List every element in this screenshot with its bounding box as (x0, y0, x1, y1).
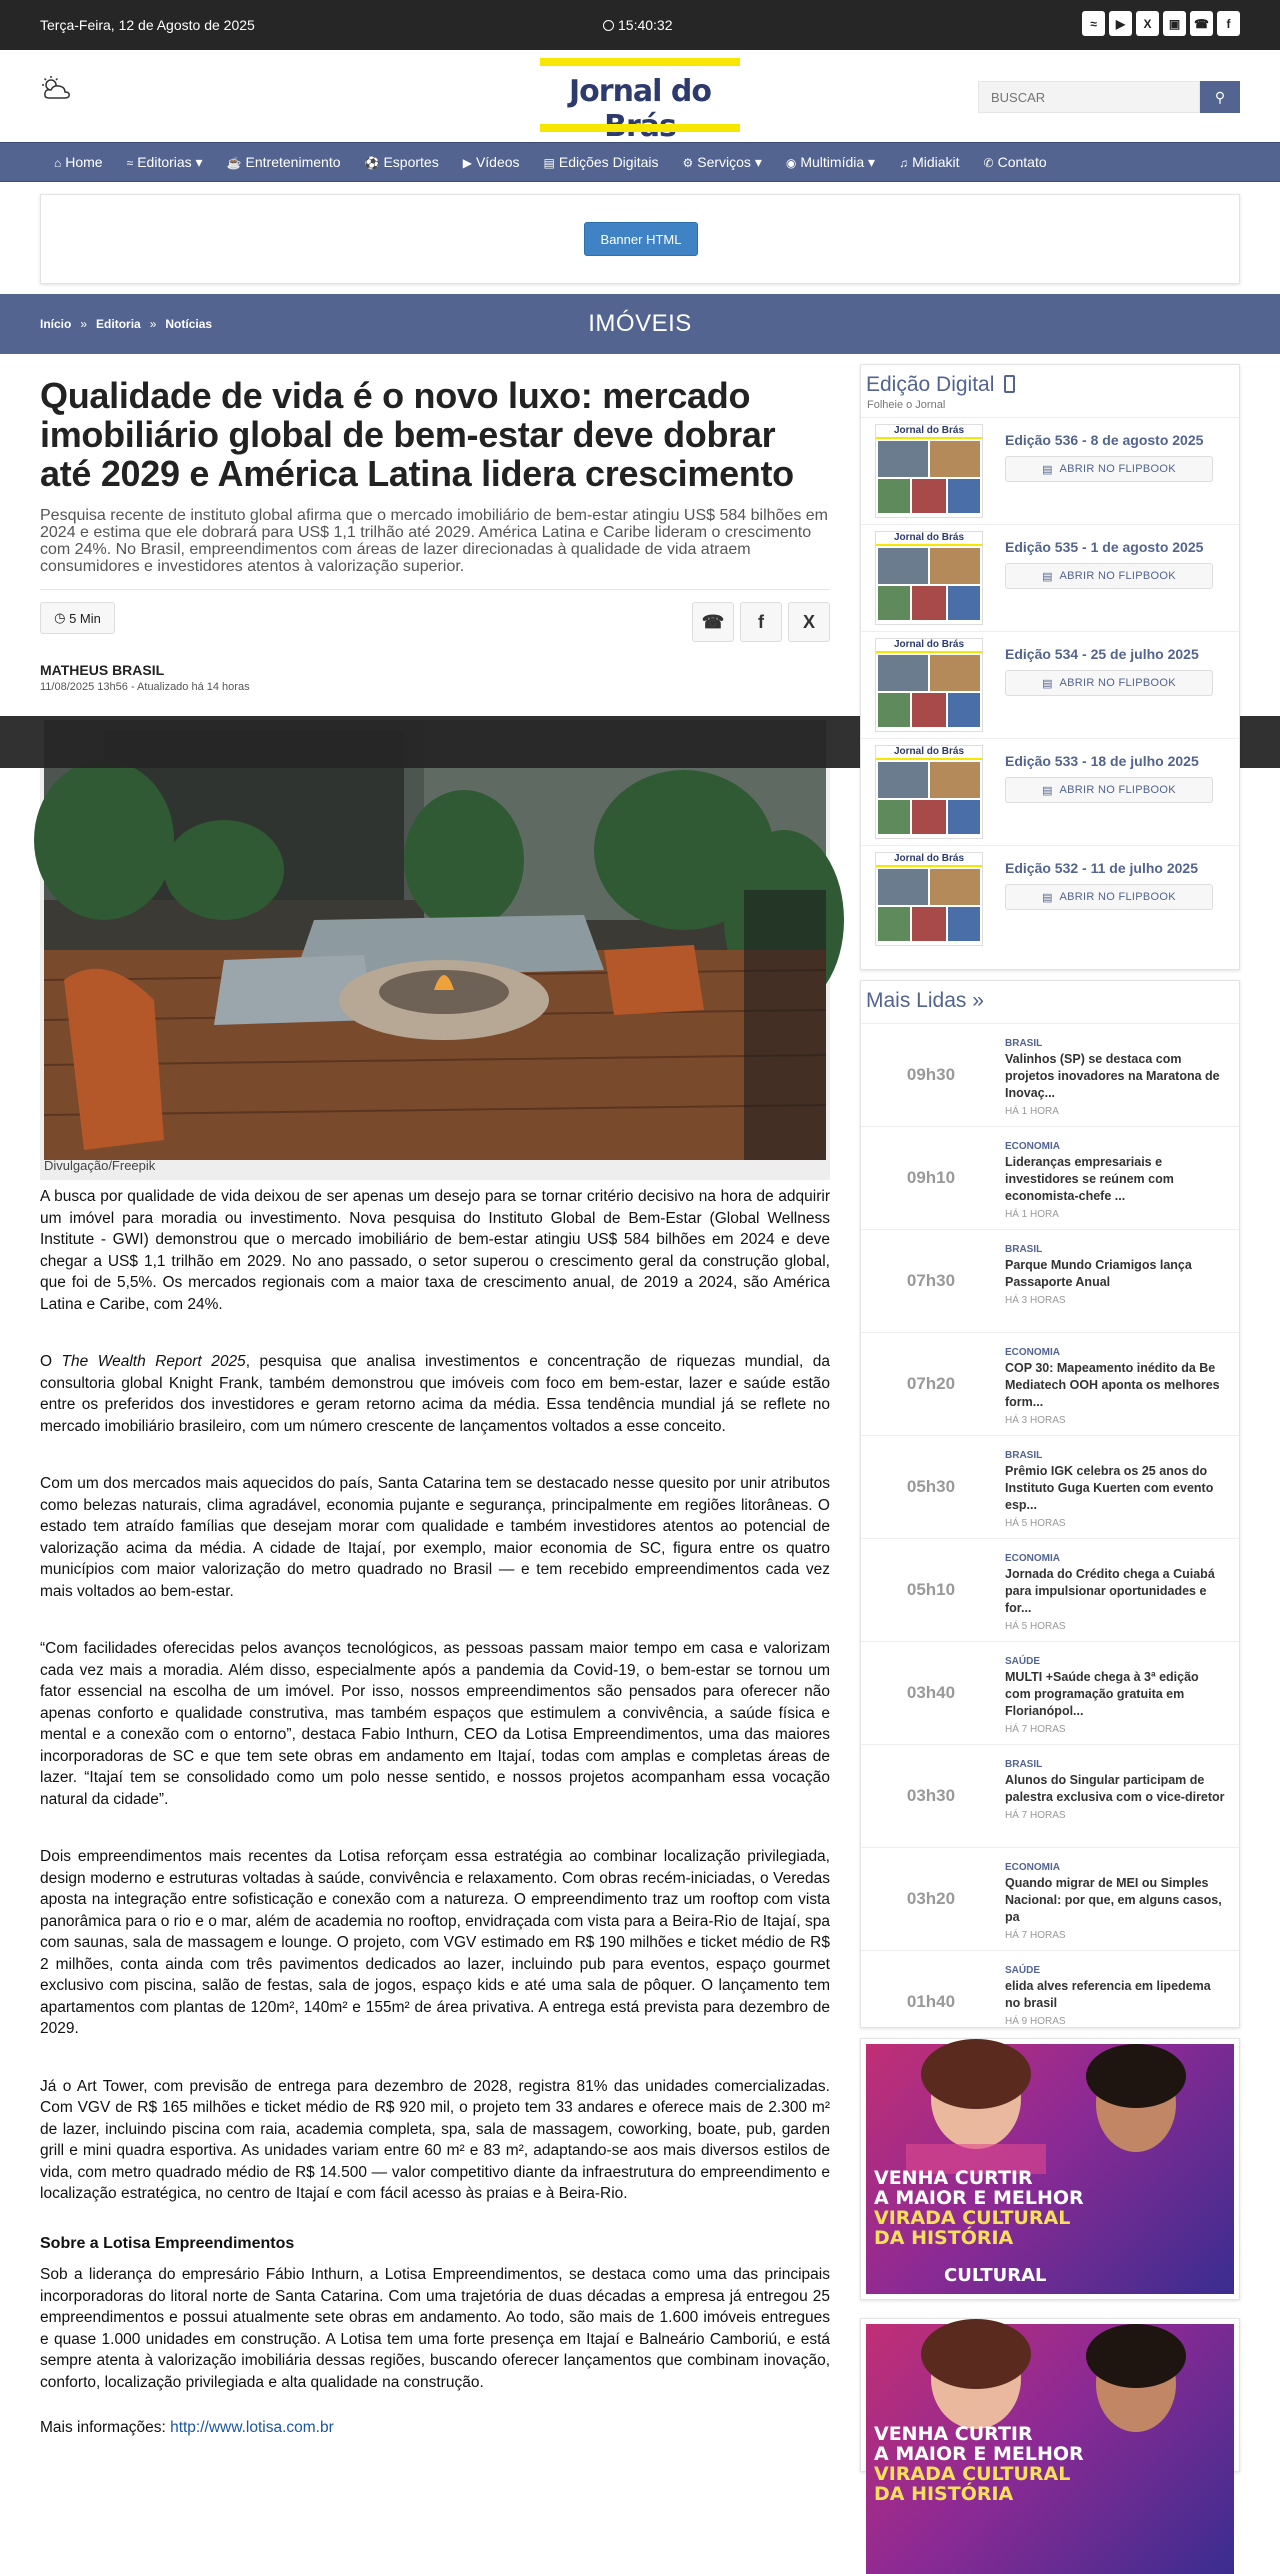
nav-label: Midiakit (912, 154, 960, 170)
edicao-digital-header (861, 365, 1239, 397)
mais-lidas-time: 09h10 (906, 1168, 956, 1187)
mais-lidas-time: 05h30 (906, 1477, 956, 1496)
mais-lidas-info (1005, 1553, 1225, 1632)
edicao-digital-subtitle: Folheie o Jornal (867, 399, 946, 411)
nav-label: Esportes (383, 154, 439, 170)
thumb-logo: Jornal do Brás (876, 853, 982, 867)
publish-date: 11/08/2025 13h56 - Atualizado há 14 horas (40, 681, 250, 693)
section-title: IMÓVEIS (588, 310, 692, 337)
section-bar (0, 294, 1280, 354)
clock-icon (603, 20, 614, 31)
edition-item (861, 845, 1239, 952)
more-info (40, 2417, 830, 2439)
mais-lidas-title-link[interactable]: Jornada do Crédito chega a Cuiabá para impulsionar oportunidades e for... (1005, 1567, 1215, 1615)
virada-cultural-ad-image (866, 2044, 1234, 2294)
button-label: ABRIR NO FLIPBOOK (1059, 891, 1176, 903)
nav-item-midiakit[interactable] (899, 154, 959, 170)
mais-lidas-time: 07h30 (906, 1271, 956, 1290)
mais-lidas-title-link[interactable]: Prêmio IGK celebra os 25 anos do Instituto Guga Kuerten com evento esp... (1005, 1464, 1214, 1512)
mais-lidas-category[interactable]: BRASIL (1005, 1450, 1043, 1461)
top-bar (0, 0, 1280, 50)
nav-item-editorias[interactable] (127, 154, 203, 171)
edition-item (861, 524, 1239, 631)
thumb-logo: Jornal do Brás (876, 639, 982, 653)
ad-brand: CULTURAL (944, 2265, 1047, 2286)
ad-line: VENHA CURTIR (874, 2167, 1033, 2189)
ad-line: VIRADA CULTURAL (874, 2207, 1071, 2229)
share-whatsapp-button[interactable]: ☎ (692, 602, 734, 642)
edition-title[interactable]: Edição 532 - 11 de julho 2025 (1005, 860, 1198, 876)
share-buttons (692, 602, 830, 642)
edition-item (861, 417, 1239, 524)
ad-line: A MAIOR E MELHOR (874, 2443, 1084, 2465)
mais-lidas-ago: HÁ 1 HORA (1005, 1106, 1059, 1117)
clock-icon: ◷ (54, 610, 70, 625)
nav-label: Home (65, 154, 103, 170)
thumb-logo: Jornal do Brás (876, 532, 982, 546)
file-icon: ▤ (1042, 891, 1060, 904)
mais-lidas-title-link[interactable]: Lideranças empresariais e investidores se reúnem com economista-chefe ... (1005, 1155, 1174, 1203)
edition-cover-thumbnail[interactable] (875, 531, 983, 625)
article-paragraph: Sob a liderança do empresário Fábio Inthurn, a Lotisa Empreendimentos, se destaca como uma das principais incorporadoras do litoral norte de Santa Catarina. Com uma trajetória de duas décadas a empresa já entregou 25 empreendimentos e possui atualmente sete obras em andamento. Ao todo, são mais de 1.600 imóveis entregues e quase 1.000 unidades em construção. A Lotisa tem uma forte presença em Itajaí e Balneário Camboriú, e está sempre atenta à valorização imobiliária dessas regiões, buscando oferecer lançamentos que combinam inovação, conforto, localização privilegiada e alta qualidade na construção. (40, 2266, 830, 2391)
share-facebook-button[interactable]: f (740, 602, 782, 642)
social-links (1082, 11, 1240, 36)
mais-lidas-ago: HÁ 1 HORA (1005, 1209, 1059, 1220)
nav-item-contato[interactable] (984, 154, 1047, 170)
bell-icon: ♫ (899, 156, 909, 170)
search-input[interactable] (978, 81, 1200, 113)
article-paragraph: Dois empreendimentos mais recentes da Lotisa reforçam essa estratégia ao combinar localização privilegiada, design moderno e estruturas voltadas à saúde, convivência e relaxamento. Com obras recém-iniciadas, o Veredas aposta na integração entre sofisticação e conexão com a natureza. O empreendimento traz um rooftop com vista panorâmica para o rio e o mar, além de academia no rooftop, envidraçada com vista para a Beira-Rio de Itajaí, spa com saunas, sala de massagem e lounge. O projeto, com VGV estimado em R$ 190 milhões e ticket médio de R$ 2 milhões, conta ainda com três pavimentos dedicados ao lazer, incluindo pub para eventos, espaço gourmet exclusivo com piscina, salão de festas, sala de jogos, espaço kids e até uma sala de pôquer. O lançamento tem apartamentos com plantas de 120m², 140m² e 155m² de área privativa. A entrega está prevista para dezembro de 2029. (40, 1848, 830, 2037)
banner-area (40, 194, 1240, 284)
edition-title[interactable]: Edição 534 - 25 de julho 2025 (1005, 646, 1199, 662)
mais-lidas-item[interactable] (861, 1435, 1239, 1538)
author-name: MATHEUS BRASIL (40, 662, 165, 678)
article-photo (40, 716, 830, 1180)
article-headline: Qualidade de vida é o novo luxo: mercado imobiliário global de bem-estar deve dobrar até 2029 e América Latina lidera crescimento (40, 375, 794, 494)
ad-banner[interactable] (860, 2318, 1240, 2505)
coffee-icon: ☕ (226, 156, 242, 170)
facebook-icon[interactable]: f (1217, 11, 1240, 36)
mais-lidas-category[interactable]: ECONOMIA (1005, 1862, 1060, 1873)
whatsapp-icon[interactable]: ☎ (1190, 11, 1213, 36)
home-icon: ⌂ (54, 156, 62, 170)
mais-lidas-item[interactable] (861, 1332, 1239, 1435)
x-icon[interactable]: X (1136, 11, 1159, 36)
mais-lidas-title-link[interactable]: Quando migrar de MEI ou Simples Nacional: por que, em alguns casos, pa (1005, 1876, 1222, 1924)
edition-cover-thumbnail[interactable] (875, 424, 983, 518)
report-title: The Wealth Report 2025 (61, 1353, 246, 1370)
mais-lidas-category[interactable]: SAÚDE (1005, 1965, 1041, 1976)
mais-lidas-category[interactable]: BRASIL (1005, 1038, 1043, 1049)
photo-caption: Divulgação/Freepik (44, 1158, 156, 1173)
article-paragraph (40, 1351, 830, 1437)
mais-lidas-item[interactable] (861, 1229, 1239, 1332)
mais-lidas-title-link[interactable]: COP 30: Mapeamento inédito da Be Mediatech OOH aponta os melhores form... (1005, 1361, 1220, 1409)
mais-lidas-time: 05h10 (906, 1580, 956, 1599)
nav-item-entretenimento[interactable] (227, 154, 341, 170)
mais-lidas-info (1005, 1656, 1225, 1735)
mais-lidas-info (1005, 1862, 1225, 1941)
mais-lidas-panel (860, 980, 1240, 2028)
mais-lidas-category[interactable]: SAÚDE (1005, 1656, 1041, 1667)
mais-lidas-time: 03h30 (906, 1786, 956, 1805)
mais-lidas-time: 01h40 (906, 1992, 956, 2011)
open-flipbook-button[interactable] (1005, 670, 1213, 696)
article-subtitle: Pesquisa recente de instituto global afirma que o mercado imobiliário de bem-estar atingiu US$ 584 bilhões em 2024 e estima que ele dobrará para US$ 1,1 trilhão até 2029. América Latina e Caribe lideram o crescimento com 24%. No Brasil, empreendimentos com áreas de lazer direcionadas à qualidade de vida atraem consumidores e investidores atentos à valorização superior. (40, 507, 828, 575)
edition-title[interactable]: Edição 535 - 1 de agosto 2025 (1005, 539, 1204, 555)
nav-item-multimidia[interactable] (786, 154, 875, 171)
site-logo[interactable] (540, 58, 740, 132)
ad-line: DA HISTÓRIA (874, 2483, 1014, 2505)
mais-lidas-ago: HÁ 3 HORAS (1005, 1415, 1066, 1426)
breadcrumb-separator: » (149, 317, 157, 331)
mais-lidas-time: 03h40 (906, 1683, 956, 1702)
edition-title[interactable]: Edição 533 - 18 de julho 2025 (1005, 753, 1199, 769)
mais-lidas-info (1005, 1038, 1225, 1117)
play-icon: ▶ (462, 156, 472, 170)
mais-lidas-title[interactable]: Mais Lidas » (866, 989, 984, 1012)
article-paragraph: Já o Art Tower, com previsão de entrega para dezembro de 2028, registra 81% das unidades comercializadas. Com VGV de R$ 165 milhões e ticket médio de R$ 920 mil, o projeto tem 33 andares e oferece mais de 2.300 m² de lazer, incluindo piscina com raia, academia completa, spa, sala de massagem, coworking, boate, pub, garden grill e mini quadra esportiva. As unidades variam entre 60 m² e 83 m², adaptando-se aos mais diversos estilos de vida, com metro quadrado médio de R$ 14.500 — valor competitivo diante da infraestrutura do empreendimento e localização estratégica, no centro de Itajaí e com fácil acesso às praias e à Beira-Rio. (40, 2077, 830, 2202)
nav-label: Edições Digitais (558, 154, 659, 170)
file-icon: ▤ (1042, 570, 1060, 583)
edition-item (861, 738, 1239, 845)
mais-lidas-item[interactable] (861, 1126, 1239, 1229)
instagram-icon[interactable]: ▣ (1163, 11, 1186, 36)
current-date: Terça-Feira, 12 de Agosto de 2025 (40, 17, 255, 33)
rss-icon: ≈ (126, 155, 134, 170)
mais-lidas-category[interactable]: BRASIL (1005, 1759, 1043, 1770)
mais-lidas-info (1005, 1965, 1225, 2027)
virada-cultural-ad-image (866, 2324, 1234, 2574)
button-label: ABRIR NO FLIPBOOK (1059, 570, 1176, 582)
mais-lidas-time: 07h20 (906, 1374, 956, 1393)
mais-lidas-category[interactable]: ECONOMIA (1005, 1553, 1060, 1564)
panel-title: Edição Digital (866, 373, 995, 396)
lotisa-link[interactable]: http://www.lotisa.com.br (170, 2419, 334, 2436)
logo-bar-bottom (540, 124, 740, 132)
ad-slogan (874, 2168, 1084, 2248)
ad-line: VIRADA CULTURAL (874, 2463, 1071, 2485)
clock-text: 15:40:32 (618, 17, 673, 33)
share-x-button[interactable]: X (788, 602, 830, 642)
logo-bar-top (540, 58, 740, 66)
nav-label: Entretenimento (245, 154, 341, 170)
search-icon: ⚲ (1214, 88, 1226, 105)
article-paragraph: Com um dos mercados mais aquecidos do país, Santa Catarina tem se destacado nesse quesito por unir atributos como belezas naturais, clima agradável, economia pujante e segurança, principalmente em regiões litorâneas. O estado tem atraído famílias que desejam morar com qualidade e também investidores atentos ao potencial de valorização acima da média. A cidade de Itajaí, por exemplo, maior economia de SC, figura entre os quatro municípios com maior valorização do metro quadrado no Brasil — e tem recebido empreendimentos cada vez mais voltados ao bem-estar. (40, 1475, 830, 1600)
read-time-badge (40, 602, 115, 634)
paragraph-text: O (40, 1353, 62, 1370)
ad-line: VENHA CURTIR (874, 2423, 1033, 2445)
rooftop-lounge-image (44, 720, 826, 1160)
article-paragraph: A busca por qualidade de vida deixou de ser apenas um desejo para se tornar critério decisivo na hora de adquirir um imóvel para moradia ou investimento. Nova pesquisa do Instituto Global de Bem-Estar (Global Wellness Institute - GWI) demonstrou que o mercado imobiliário de bem-estar atingiu US$ 584 bilhões em 2024 e deve chegar a US$ 1,1 trilhão em 2029. No ano passado, o setor superou o crescimento geral da construção global, que foi de 5,5%. Os mercados regionais com a maior taxa de crescimento anual, de 2019 a 2024, são América Latina e Caribe, com 24%. (40, 1188, 830, 1313)
file-icon: ▤ (1042, 677, 1060, 690)
ad-slogan (874, 2424, 1084, 2504)
nav-label: Editorias ▾ (137, 153, 203, 170)
mais-lidas-time: 09h30 (906, 1065, 956, 1084)
mais-lidas-info (1005, 1759, 1225, 1821)
button-label: ABRIR NO FLIPBOOK (1059, 677, 1176, 689)
button-label: ABRIR NO FLIPBOOK (1059, 784, 1176, 796)
mais-lidas-item[interactable] (861, 1641, 1239, 1744)
mais-lidas-ago: HÁ 7 HORAS (1005, 1810, 1066, 1821)
mais-lidas-title-link[interactable]: Valinhos (SP) se destaca com projetos inovadores na Maratona de Inovaç... (1005, 1052, 1220, 1100)
subheading-lotisa: Sobre a Lotisa Empreendimentos (40, 2234, 295, 2252)
edition-cover-thumbnail[interactable] (875, 745, 983, 839)
edition-cover-thumbnail[interactable] (875, 638, 983, 732)
search-box (978, 81, 1240, 113)
ad-banner[interactable] (860, 2038, 1240, 2300)
article-header (40, 376, 830, 693)
nav-label: Multimídia ▾ (800, 153, 876, 170)
breadcrumb-separator: » (80, 317, 88, 331)
open-flipbook-button[interactable] (1005, 884, 1213, 910)
mais-lidas-title-link[interactable]: elida alves referencia em lipedema no brasil (1005, 1979, 1211, 2010)
edition-cover-thumbnail[interactable] (875, 852, 983, 946)
mais-lidas-category[interactable]: BRASIL (1005, 1244, 1043, 1255)
edition-item (861, 631, 1239, 738)
current-time (603, 17, 673, 33)
button-label: ABRIR NO FLIPBOOK (1059, 463, 1176, 475)
gear-icon: ⚙ (682, 155, 694, 170)
edicao-digital-panel (860, 364, 1240, 970)
breadcrumb-editoria[interactable]: Editoria (96, 317, 141, 331)
mais-lidas-ago: HÁ 3 HORAS (1005, 1295, 1066, 1306)
breadcrumb-noticias[interactable]: Notícias (165, 317, 213, 331)
camera-icon: ◉ (785, 155, 797, 170)
mais-lidas-ago: HÁ 9 HORAS (1005, 2016, 1066, 2027)
open-flipbook-button[interactable] (1005, 777, 1213, 803)
mais-lidas-info (1005, 1141, 1225, 1220)
search-button[interactable] (1200, 81, 1240, 113)
mais-lidas-title-link[interactable]: Alunos do Singular participam de palestra exclusiva com o vice-diretor (1005, 1773, 1225, 1804)
mais-lidas-time: 03h20 (906, 1889, 956, 1908)
more-info-label: Mais informações: (40, 2419, 171, 2436)
edition-title[interactable]: Edição 536 - 8 de agosto 2025 (1005, 432, 1204, 448)
open-flipbook-button[interactable] (1005, 563, 1213, 589)
mobile-icon (1004, 375, 1015, 393)
nav-item-esportes[interactable] (365, 154, 439, 170)
phone-icon: ✆ (983, 156, 994, 170)
article-paragraph: “Com facilidades oferecidas pelos avanços tecnológicos, as pessoas passam maior tempo em casa e valorizam cada vez mais a moradia. Além disso, especialmente após a pandemia da Covid-19, o bem-estar se tornou um fator essencial na escolha de um imóvel. Por isso, nossos empreendimentos são pensados para oferecer não apenas conforto e qualidade construtiva, mas também espaços que estimulem a convivência, a saúde física e mental e a conexão com o entorno”, destaca Fabio Inthurn, CEO da Lotisa Empreendimentos, uma das maiores incorporadoras de SC e que tem sete obras em andamento em Itajaí, todas com amplas e completas áreas de lazer. “Itajaí tem se consolidado como um polo nesse sentido, e nossos projetos acompanham essa vocação natural da cidade”. (40, 1640, 830, 1808)
nav-item-videos[interactable] (463, 154, 520, 170)
mais-lidas-ago: HÁ 7 HORAS (1005, 1930, 1066, 1941)
mais-lidas-item[interactable] (861, 1538, 1239, 1641)
mais-lidas-category[interactable]: ECONOMIA (1005, 1141, 1060, 1152)
mais-lidas-info (1005, 1450, 1225, 1529)
ad-line: A MAIOR E MELHOR (874, 2187, 1084, 2209)
logo-text: Jornal do (569, 74, 711, 109)
read-time-text: 5 Min (69, 610, 101, 626)
mais-lidas-ago: HÁ 5 HORAS (1005, 1518, 1066, 1529)
main-nav (0, 142, 1280, 182)
mais-lidas-ago: HÁ 7 HORAS (1005, 1724, 1066, 1735)
paragraph-text: , pesquisa que analisa investimentos e concentração de riquezas mundial, da consultoria global Knight Frank, também demonstrou que imóveis com foco em bem-estar, lazer e saúde estão entre os preferidos dos investidores e geram retorno acima da média. Essa tendência mundial já se reflete no mercado imobiliário brasileiro, com um número crescente de lançamentos voltados a esse conceito. (40, 1353, 830, 1435)
nav-item-home[interactable] (54, 154, 103, 170)
site-header (0, 50, 1280, 142)
article-meta-row (40, 590, 830, 646)
mais-lidas-info (1005, 1347, 1225, 1426)
mais-lidas-item[interactable] (861, 1847, 1239, 1950)
mais-lidas-ago: HÁ 5 HORAS (1005, 1621, 1066, 1632)
file-icon: ▤ (1042, 463, 1060, 476)
article-body (40, 1186, 830, 2475)
nav-label: Vídeos (475, 154, 520, 170)
nav-item-servicos[interactable] (682, 154, 761, 171)
file-icon: ▤ (1042, 784, 1060, 797)
mais-lidas-item[interactable] (861, 1023, 1239, 1126)
mais-lidas-title-link[interactable]: Parque Mundo Criamigos lança Passaporte Anual (1005, 1258, 1192, 1289)
mais-lidas-category[interactable]: ECONOMIA (1005, 1347, 1060, 1358)
breadcrumb-inicio[interactable]: Início (40, 317, 72, 331)
thumb-logo: Jornal do Brás (876, 746, 982, 760)
mais-lidas-info (1005, 1244, 1225, 1306)
open-flipbook-button[interactable] (1005, 456, 1213, 482)
mais-lidas-title-link[interactable]: MULTI +Saúde chega à 3ª edição com programação gratuita em Florianópol... (1005, 1670, 1199, 1718)
banner-html-button[interactable]: Banner HTML (584, 222, 698, 256)
nav-label: Contato (997, 154, 1047, 170)
weather-icon (40, 76, 72, 102)
file-icon: ▤ (543, 156, 555, 170)
mais-lidas-item[interactable] (861, 1744, 1239, 1847)
nav-label: Serviços ▾ (697, 153, 762, 170)
thumb-logo: Jornal do Brás (876, 425, 982, 439)
ad-line: DA HISTÓRIA (874, 2227, 1014, 2249)
youtube-icon[interactable]: ▶ (1109, 11, 1132, 36)
ball-icon: ⚽ (364, 156, 380, 170)
nav-item-edicoes[interactable] (544, 154, 659, 170)
rss-icon[interactable]: ≈ (1082, 11, 1105, 36)
